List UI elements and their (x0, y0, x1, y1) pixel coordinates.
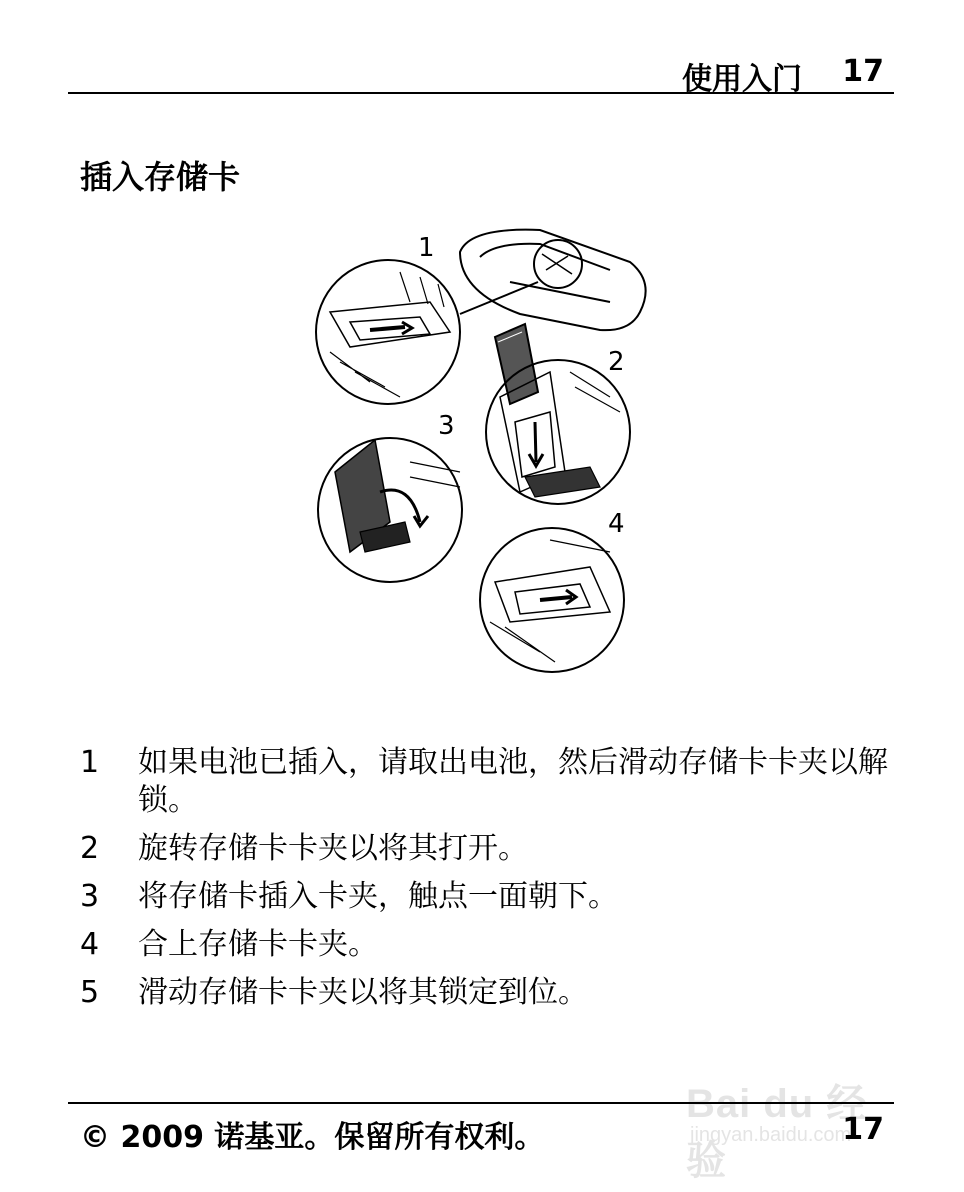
list-item (80, 830, 900, 868)
step-number: 3 (80, 879, 100, 914)
zoom-pointer (460, 282, 538, 314)
step-1-circle (316, 260, 460, 404)
memory-card-illustration (310, 222, 650, 687)
figure-label-4: 4 (608, 509, 625, 539)
step-number: 5 (80, 975, 100, 1010)
step-number: 1 (80, 745, 100, 780)
list-item (80, 878, 900, 916)
figure-label-3: 3 (438, 411, 455, 441)
phone-body (460, 230, 646, 331)
page-title: 插入存储卡 (80, 158, 241, 196)
step-text: 滑动存储卡卡夹以将其锁定到位。 (138, 975, 588, 1010)
copyright-notice: © 2009 诺基亚。保留所有权利。 (80, 1120, 545, 1155)
list-item (80, 744, 900, 820)
page-header (68, 50, 894, 97)
step-text: 旋转存储卡卡夹以将其打开。 (138, 831, 528, 866)
watermark-url: jingyan.baidu.com (690, 1124, 852, 1146)
step-number: 4 (80, 927, 100, 962)
watermark-main: Bai du 经验 (686, 1082, 868, 1183)
step-number: 2 (80, 831, 100, 866)
header-page-number: 17 (842, 54, 884, 89)
list-item (80, 974, 900, 1012)
figure-label-2: 2 (608, 347, 625, 377)
footer-page-number: 17 (842, 1112, 884, 1147)
step-text: 将存储卡插入卡夹，触点一面朝下。 (138, 879, 618, 914)
step-3-circle (318, 438, 462, 582)
illustration-svg (310, 222, 650, 687)
section-title: 使用入门 (682, 62, 802, 97)
instruction-list (80, 744, 900, 1022)
step-text: 合上存储卡卡夹。 (138, 927, 378, 962)
figure-label-1: 1 (418, 233, 435, 263)
list-item (80, 926, 900, 964)
page-footer (68, 1102, 894, 1164)
step-text: 如果电池已插入，请取出电池，然后滑动存储卡卡夹以解锁。 (138, 745, 888, 818)
